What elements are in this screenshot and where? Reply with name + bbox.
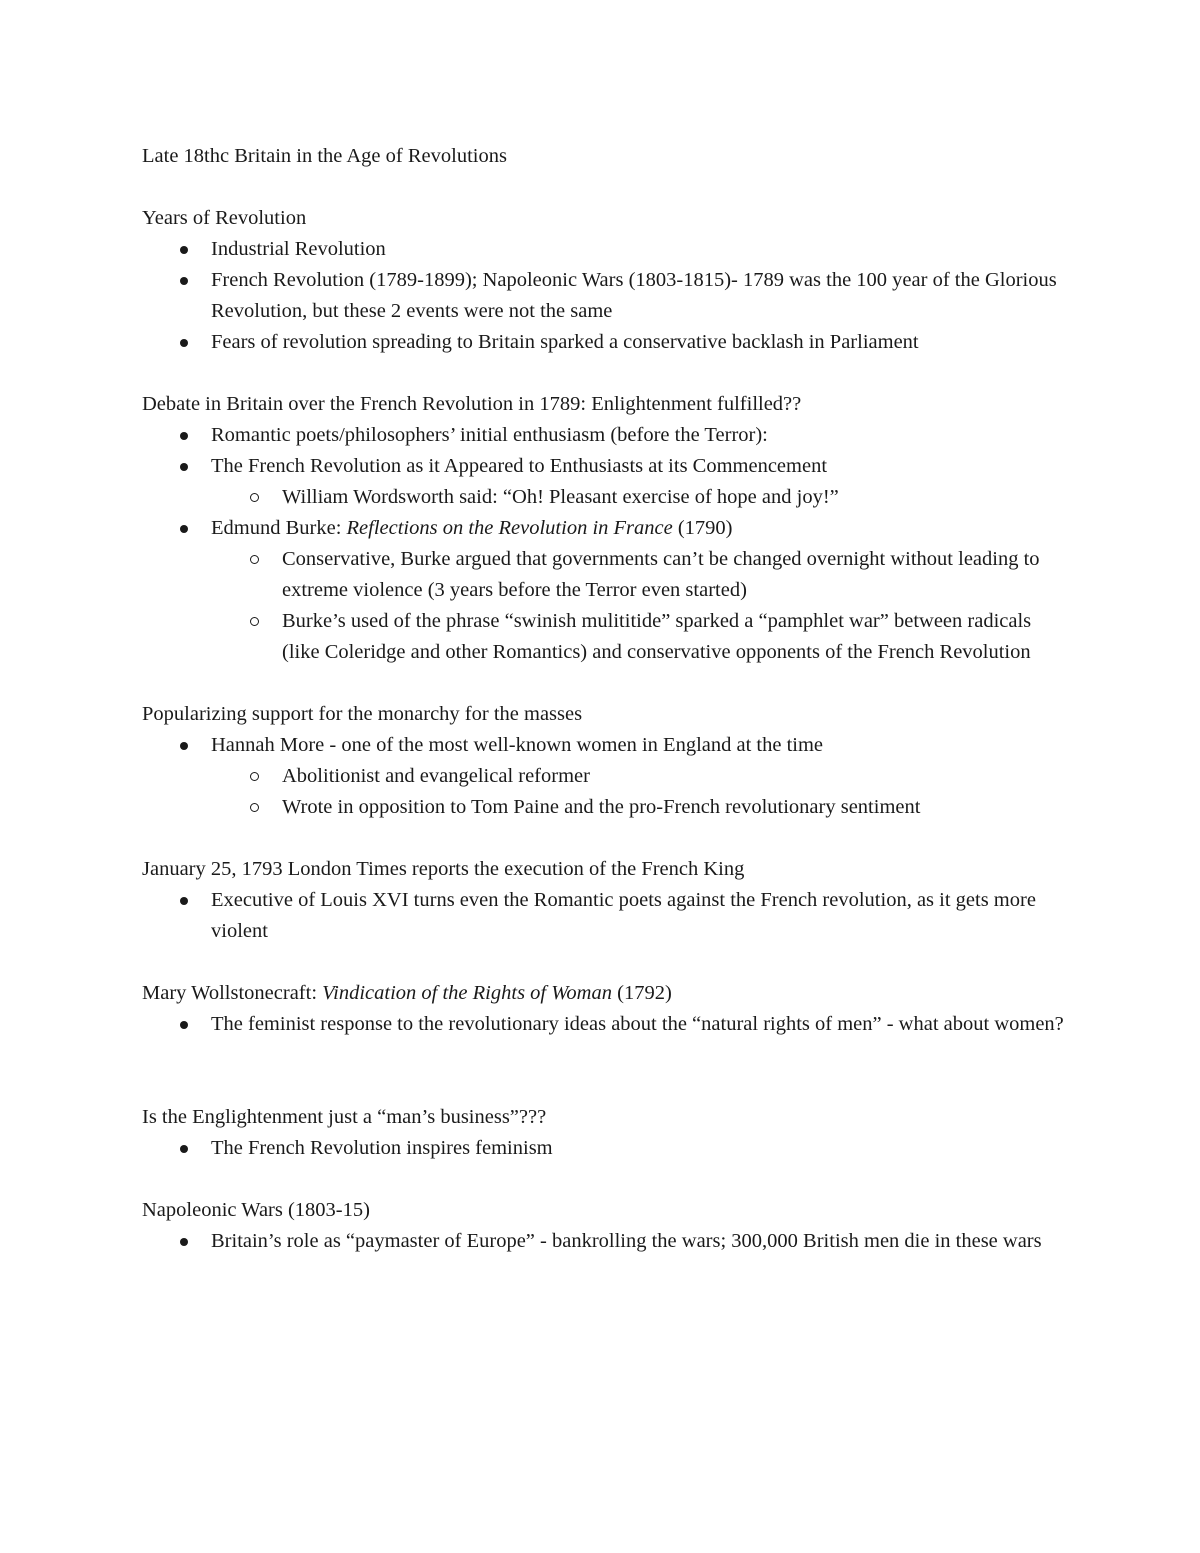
hollow-bullet-icon (250, 555, 259, 564)
bullet-icon (180, 432, 188, 440)
sub-list-item: Wrote in opposition to Tom Paine and the pro-French revolutionary sentiment (142, 792, 1072, 823)
bullet-icon (180, 1238, 188, 1246)
bullet-icon (180, 1021, 188, 1029)
section-heading-wollstonecraft: Mary Wollstonecraft: Vindication of the Rights of Woman (1792) (142, 982, 672, 1004)
bullet-list-execution (142, 885, 1072, 947)
document-page (142, 141, 1072, 1257)
bullet-icon (180, 339, 188, 347)
bullet-icon (180, 1145, 188, 1153)
sub-list-item: Burke’s used of the phrase “swinish mulititide” sparked a “pamphlet war” between radicals (like Coleridge and other Romantics) and conservative opponents of the French Revolution (142, 606, 1072, 668)
list-item: Fears of revolution spreading to Britain sparked a conservative backlash in Parliament (142, 327, 1072, 358)
bullet-icon (180, 277, 188, 285)
list-item: Romantic poets/philosophers’ initial enthusiasm (before the Terror): (142, 420, 1072, 451)
section-heading-execution: January 25, 1793 London Times reports the execution of the French King (142, 858, 745, 880)
section-heading-years: Years of Revolution (142, 207, 307, 229)
list-item: Britain’s role as “paymaster of Europe” - bankrolling the wars; 300,000 British men die in these wars (142, 1226, 1072, 1257)
section-heading-enlightenment: Is the Englightenment just a “man’s business”??? (142, 1106, 547, 1128)
list-item: Industrial Revolution (142, 234, 1072, 265)
bullet-list-years (142, 234, 1072, 358)
sub-list-item: Conservative, Burke argued that governments can’t be changed overnight without leading to extreme violence (3 years before the Terror even started) (142, 544, 1072, 606)
book-title: Vindication of the Rights of Woman (322, 982, 612, 1004)
list-item: Executive of Louis XVI turns even the Romantic poets against the French revolution, as it gets more violent (142, 885, 1072, 947)
hollow-bullet-icon (250, 617, 259, 626)
hollow-bullet-icon (250, 772, 259, 781)
hollow-bullet-icon (250, 493, 259, 502)
list-item: The French Revolution as it Appeared to Enthusiasts at its Commencement (142, 451, 1072, 482)
bullet-list-enlightenment (142, 1133, 1072, 1164)
sub-list-item: William Wordsworth said: “Oh! Pleasant exercise of hope and joy!” (142, 482, 1072, 513)
bullet-icon (180, 897, 188, 905)
list-item: The French Revolution inspires feminism (142, 1133, 1072, 1164)
list-item: French Revolution (1789-1899); Napoleonic Wars (1803-1815)- 1789 was the 100 year of the Glorious Revolution, but these 2 events were not the same (142, 265, 1072, 327)
page-title: Late 18thc Britain in the Age of Revolutions (142, 145, 507, 167)
bullet-icon (180, 742, 188, 750)
section-heading-napoleonic: Napoleonic Wars (1803-15) (142, 1199, 370, 1221)
bullet-list-wollstonecraft (142, 1009, 1072, 1040)
section-heading-monarchy: Popularizing support for the monarchy for the masses (142, 703, 583, 725)
section-heading-debate: Debate in Britain over the French Revolution in 1789: Enlightenment fulfilled?? (142, 393, 802, 415)
bullet-list-napoleonic (142, 1226, 1072, 1257)
list-item: The feminist response to the revolutionary ideas about the “natural rights of men” - what about women? (142, 1009, 1072, 1040)
list-item: Edmund Burke: Reflections on the Revolution in France (1790) (142, 513, 1072, 544)
sub-list-item: Abolitionist and evangelical reformer (142, 761, 1072, 792)
bullet-list-debate (142, 420, 1072, 668)
bullet-icon (180, 246, 188, 254)
bullet-icon (180, 525, 188, 533)
book-title: Reflections on the Revolution in France (346, 517, 673, 539)
hollow-bullet-icon (250, 803, 259, 812)
list-item: Hannah More - one of the most well-known women in England at the time (142, 730, 1072, 761)
bullet-list-monarchy (142, 730, 1072, 823)
bullet-icon (180, 463, 188, 471)
